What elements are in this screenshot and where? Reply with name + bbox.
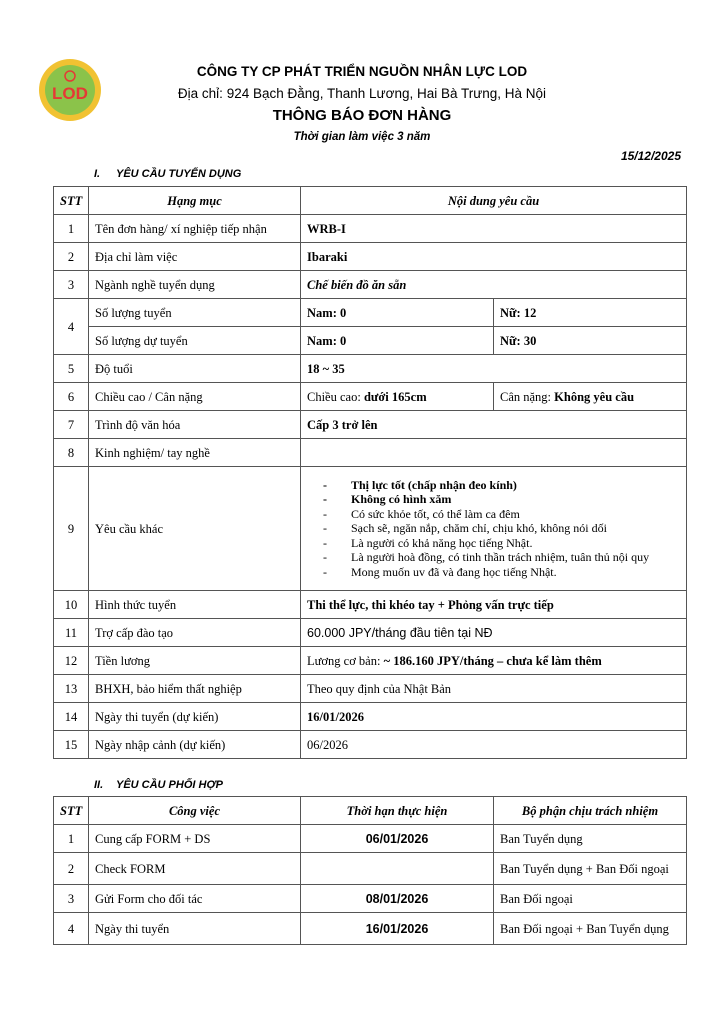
row-deadline: 16/01/2026 (301, 913, 494, 945)
row-value: 18 ~ 35 (301, 355, 687, 383)
row-item: Số lượng tuyển (89, 299, 301, 327)
table-row (54, 271, 687, 299)
row-deadline: 08/01/2026 (301, 885, 494, 913)
row-item: Tiền lương (89, 647, 301, 675)
table-row (54, 619, 687, 647)
requirements-cell (301, 467, 687, 591)
row-stt: 10 (54, 591, 89, 619)
row-stt: 1 (54, 215, 89, 243)
male-count-cell (301, 299, 494, 327)
company-address: Địa chỉ: 924 Bạch Đằng, Thanh Lương, Hai Bà Trưng, Hà Nội (177, 86, 547, 101)
row-deadline (301, 853, 494, 885)
row-task: Ngày thi tuyển (89, 913, 301, 945)
row-value: WRB-I (301, 215, 687, 243)
row-stt: 2 (54, 243, 89, 271)
table-row (54, 383, 687, 411)
salary-cell (301, 647, 687, 675)
height-value: dưới 165cm (363, 389, 427, 404)
col-header-item: Hạng mục (89, 187, 301, 215)
table-row (54, 411, 687, 439)
company-name: CÔNG TY CP PHÁT TRIỂN NGUỒN NHÂN LỰC LOD (196, 64, 528, 79)
row-item: Ngày nhập cảnh (dự kiến) (89, 731, 301, 759)
row-task: Gửi Form cho đối tác (89, 885, 301, 913)
section-heading-recruitment (94, 168, 241, 180)
table-row (54, 731, 687, 759)
row-value: 60.000 JPY/tháng đầu tiên tại NĐ (301, 619, 687, 647)
male-value: : 0 (332, 305, 347, 320)
female-count-cell (494, 327, 687, 355)
section-number: II. (94, 779, 104, 791)
row-stt: 4 (54, 913, 89, 945)
row-task: Cung cấp FORM + DS (89, 825, 301, 853)
table-row (54, 591, 687, 619)
salary-label: Lương cơ bản: (307, 653, 384, 668)
col-header-content: Nội dung yêu cầu (301, 187, 687, 215)
list-item: - Sạch sẽ, ngăn nắp, chăm chỉ, chịu khó, không nói dối (307, 521, 680, 536)
male-label: Nam (307, 333, 333, 348)
row-department: Ban Tuyển dụng + Ban Đối ngoại (494, 853, 687, 885)
female-label: Nữ (500, 333, 517, 348)
male-count-cell (301, 327, 494, 355)
row-stt: 6 (54, 383, 89, 411)
row-stt: 12 (54, 647, 89, 675)
col-header-task: Công việc (89, 797, 301, 825)
col-header-deadline: Thời hạn thực hiện (301, 797, 494, 825)
page-subtitle: Thời gian làm việc 3 năm (293, 131, 431, 143)
row-stt: 5 (54, 355, 89, 383)
male-value: : 0 (332, 333, 347, 348)
table-row (54, 853, 687, 885)
row-stt: 7 (54, 411, 89, 439)
table-row (54, 355, 687, 383)
page-title: THÔNG BÁO ĐƠN HÀNG (272, 107, 452, 124)
table-row (54, 299, 687, 327)
row-value: Theo quy định của Nhật Bản (301, 675, 687, 703)
table-row (54, 467, 687, 591)
row-value: Cấp 3 trở lên (301, 411, 687, 439)
female-value: : 12 (516, 305, 537, 320)
row-item: Trình độ văn hóa (89, 411, 301, 439)
row-task: Check FORM (89, 853, 301, 885)
table-row (54, 675, 687, 703)
row-value: Ibaraki (301, 243, 687, 271)
table-header-row (54, 187, 687, 215)
table-row (54, 327, 687, 355)
row-stt: 9 (54, 467, 89, 591)
row-item: Hình thức tuyển (89, 591, 301, 619)
coordination-table (53, 796, 687, 945)
row-item: Chiều cao / Cân nặng (89, 383, 301, 411)
list-item: - Có sức khỏe tốt, có thể làm ca đêm (307, 507, 680, 522)
row-stt: 4 (54, 299, 89, 355)
row-value: 16/01/2026 (301, 703, 687, 731)
female-count-cell (494, 299, 687, 327)
weight-value: Không yêu cầu (554, 389, 635, 404)
row-department: Ban Đối ngoại + Ban Tuyển dụng (494, 913, 687, 945)
female-label: Nữ (500, 305, 517, 320)
section-heading-coordination (94, 779, 223, 791)
row-department: Ban Tuyển dụng (494, 825, 687, 853)
requirements-list (307, 478, 680, 580)
list-item: - Thị lực tốt (chấp nhận đeo kính) (307, 478, 680, 493)
table-row (54, 825, 687, 853)
table-row (54, 215, 687, 243)
row-stt: 15 (54, 731, 89, 759)
row-item: Kinh nghiệm/ tay nghề (89, 439, 301, 467)
row-item: Yêu cầu khác (89, 467, 301, 591)
row-item: Ngành nghề tuyển dụng (89, 271, 301, 299)
document-date: 15/12/2025 (620, 149, 681, 163)
table-header-row (54, 797, 687, 825)
row-item: Trợ cấp đào tạo (89, 619, 301, 647)
row-stt: 3 (54, 885, 89, 913)
salary-value: ~ 186.160 JPY/tháng – chưa kể làm thêm (383, 653, 602, 668)
height-cell (301, 383, 494, 411)
table-row (54, 439, 687, 467)
list-item: - Là người có khả năng học tiếng Nhật. (307, 536, 680, 551)
row-value: Thi thể lực, thi khéo tay + Phỏng vấn trực tiếp (301, 591, 687, 619)
list-item: - Không có hình xăm (307, 492, 680, 507)
table-row (54, 913, 687, 945)
svg-text:LOD: LOD (52, 84, 88, 103)
row-stt: 2 (54, 853, 89, 885)
row-value: Chế biến đồ ăn sẵn (301, 271, 687, 299)
female-value: : 30 (516, 333, 537, 348)
weight-cell (494, 383, 687, 411)
table-row (54, 243, 687, 271)
row-stt: 8 (54, 439, 89, 467)
list-item: - Là người hoà đồng, có tinh thần trách nhiệm, tuân thủ nội quy (307, 550, 680, 565)
section-title: YÊU CẦU TUYỂN DỤNG (116, 168, 242, 180)
row-deadline: 06/01/2026 (301, 825, 494, 853)
male-label: Nam (307, 305, 333, 320)
row-stt: 13 (54, 675, 89, 703)
section-number: I. (94, 168, 101, 180)
row-stt: 1 (54, 825, 89, 853)
row-item: Độ tuổi (89, 355, 301, 383)
height-label: Chiều cao: (307, 389, 364, 404)
row-item: Tên đơn hàng/ xí nghiệp tiếp nhận (89, 215, 301, 243)
row-item: Số lượng dự tuyển (89, 327, 301, 355)
row-stt: 3 (54, 271, 89, 299)
col-header-department: Bộ phận chịu trách nhiệm (494, 797, 687, 825)
row-value: 06/2026 (301, 731, 687, 759)
table-row (54, 647, 687, 675)
table-row (54, 885, 687, 913)
col-header-stt: STT (54, 187, 89, 215)
row-value (301, 439, 687, 467)
row-item: Địa chỉ làm việc (89, 243, 301, 271)
table-row (54, 703, 687, 731)
weight-label: Cân nặng: (500, 389, 555, 404)
list-item: - Mong muốn uv đã và đang học tiếng Nhật. (307, 565, 680, 580)
col-header-stt: STT (54, 797, 89, 825)
row-stt: 11 (54, 619, 89, 647)
row-item: Ngày thi tuyển (dự kiến) (89, 703, 301, 731)
row-item: BHXH, bảo hiểm thất nghiệp (89, 675, 301, 703)
section-title: YÊU CẦU PHỐI HỢP (116, 779, 224, 791)
row-department: Ban Đối ngoại (494, 885, 687, 913)
recruitment-table (53, 186, 687, 759)
row-stt: 14 (54, 703, 89, 731)
